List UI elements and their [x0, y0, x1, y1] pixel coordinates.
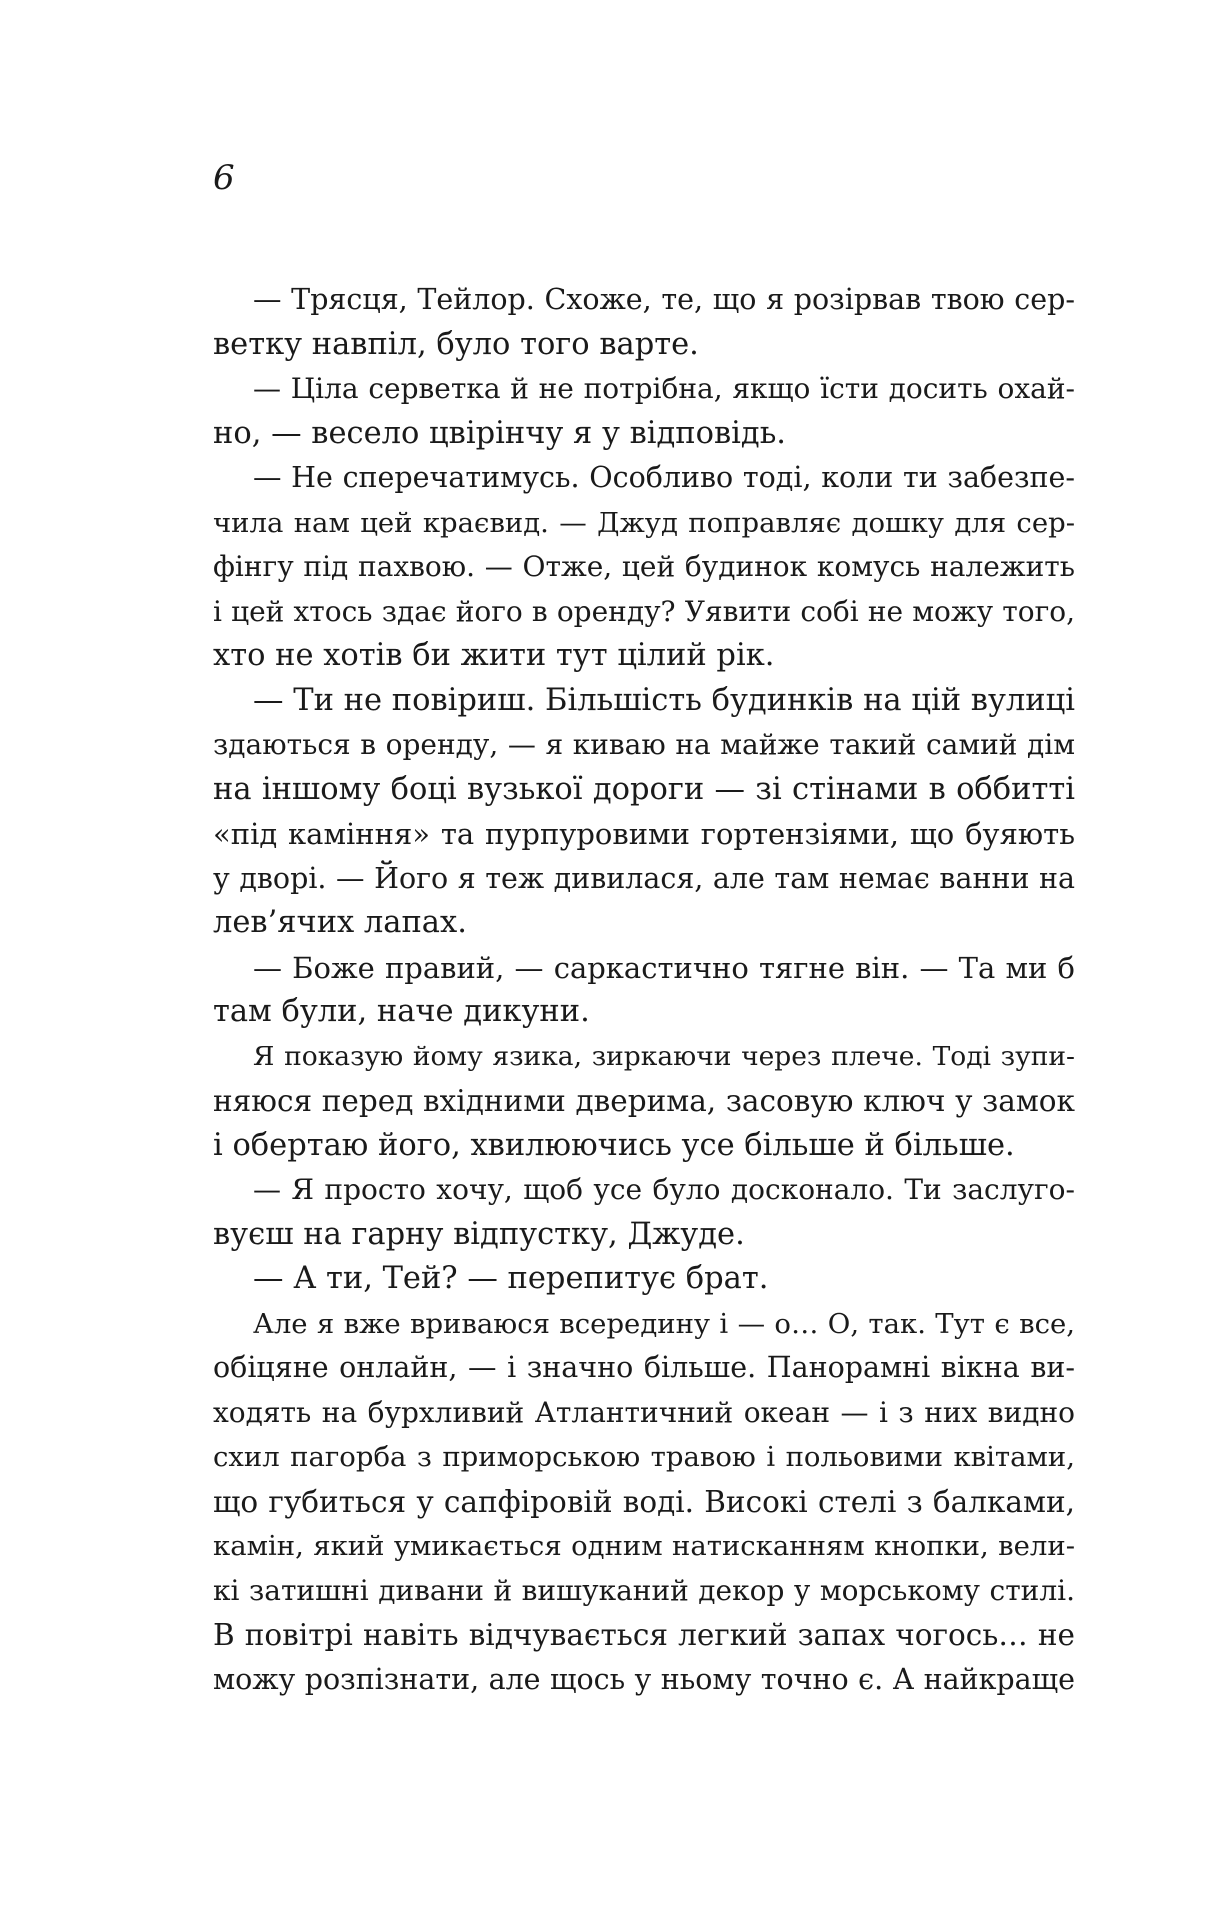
- text-line: ветку навпіл, було того варте.: [213, 326, 699, 362]
- text-line: няюся перед вхідними дверима, засовую ключ у замок: [213, 1084, 1075, 1118]
- text-line: ходять на бурхливий Атлантичний океан — і з них видно: [213, 1395, 1075, 1429]
- text-line: — А ти, Тей? — перепитує брат.: [253, 1261, 769, 1296]
- text-line: — Не сперечатимусь. Особливо тоді, коли ти забезпе-: [253, 461, 1075, 494]
- text-line: можу розпізнати, але щось у ньому точно є. А найкраще: [213, 1662, 1075, 1696]
- text-line: чила нам цей краєвид. — Джуд поправляє дошку для сер-: [213, 506, 1075, 539]
- text-line: — Боже правий, — саркастично тягне він. — Та ми б: [253, 950, 1075, 985]
- text-line: фінгу під пахвою. — Отже, цей будинок комусь належить: [213, 550, 1075, 583]
- text-line: обіцяне онлайн, — і значно більше. Панорамні вікна ви-: [213, 1351, 1075, 1384]
- text-line: В повітрі навіть відчувається легкий запах чогось… не: [213, 1618, 1075, 1652]
- text-line: лев’ячих лапах.: [213, 905, 467, 940]
- text-line: но, — весело цвірінчу я у відповідь.: [213, 415, 786, 451]
- text-line: і обертаю його, хвилюючись усе більше й більше.: [213, 1127, 1015, 1163]
- text-line: і цей хтось здає його в оренду? Уявити собі не можу того,: [213, 594, 1075, 628]
- page-number: 6: [213, 158, 235, 198]
- text-line: там були, наче дикуни.: [213, 994, 590, 1029]
- body-text: [213, 278, 1075, 1702]
- text-line: здаються в оренду, — я киваю на майже такий самий дім: [213, 728, 1075, 761]
- text-line: — Ти не повіриш. Більшість будинків на цій вулиці: [253, 682, 1075, 718]
- text-line: вуєш на гарну відпустку, Джуде.: [213, 1216, 745, 1252]
- text-line: схил пагорба з приморською травою і польовими квітами,: [213, 1441, 1075, 1473]
- text-line: — Трясця, Тейлор. Схоже, те, що я розірвав твою сер-: [253, 283, 1075, 316]
- text-line: Я показую йому язика, зиркаючи через плече. Тоді зупи-: [253, 1040, 1075, 1072]
- text-line: камін, який умикається одним натисканням кнопки, вели-: [213, 1530, 1075, 1562]
- text-line: Але я вже вриваюся всередину і — о… О, так. Тут є все,: [253, 1307, 1075, 1340]
- text-line: — Ціла серветка й не потрібна, якщо їсти досить охай-: [253, 372, 1075, 405]
- text-line: що губиться у сапфіровій воді. Високі стелі з балками,: [213, 1484, 1075, 1519]
- book-page: [213, 0, 1075, 1920]
- text-line: «під каміння» та пурпуровими гортензіями, що буяють: [213, 817, 1075, 851]
- text-line: хто не хотів би жити тут цілий рік.: [213, 638, 775, 673]
- text-line: на іншому боці вузької дороги — зі стінами в оббитті: [213, 771, 1075, 807]
- text-line: кі затишні дивани й вишуканий декор у морському стилі.: [213, 1573, 1075, 1607]
- text-line: — Я просто хочу, щоб усе було досконало. Ти заслуго-: [253, 1173, 1075, 1206]
- text-line: у дворі. — Його я теж дивилася, але там немає ванни на: [213, 861, 1075, 895]
